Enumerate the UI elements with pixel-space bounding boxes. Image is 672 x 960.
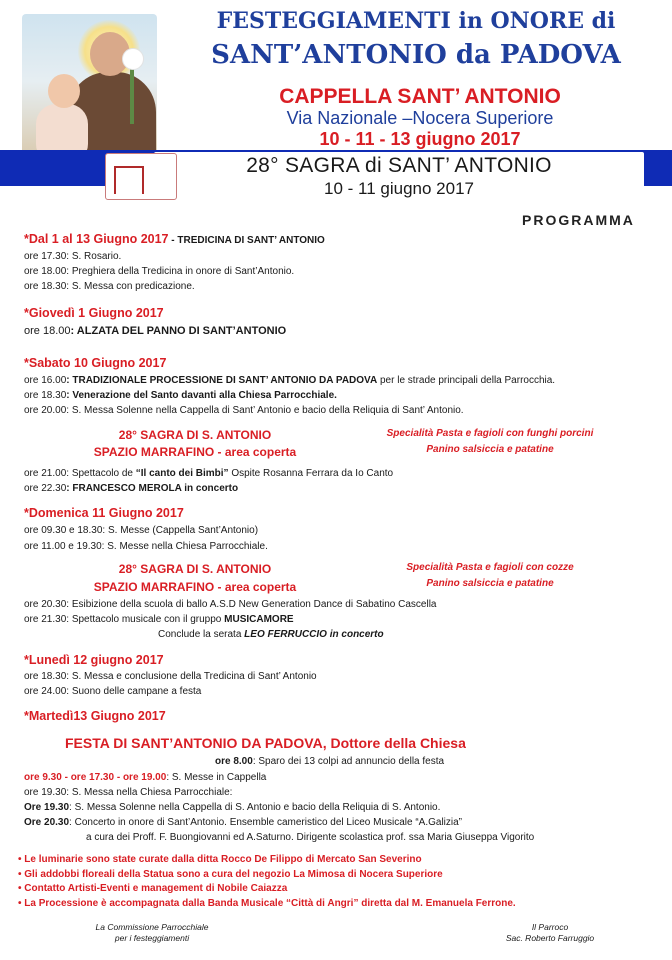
note-item: • Contatto Artisti-Eventi e management di Nobile Caiazza	[18, 883, 288, 894]
sagra-2-subtitle: SPAZIO MARRAFINO - area coperta	[93, 580, 297, 594]
list-item	[24, 467, 393, 480]
event-text: : Concerto in onore di Sant’Antonio. Ensemble cameristico del Liceo Musicale “A.Galizia”	[69, 817, 463, 828]
tredicina-label: - TREDICINA DI SANT’ ANTONIO	[168, 235, 325, 246]
title-line-1: FESTEGGIAMENTI in ONORE di	[216, 8, 616, 34]
time-label: ore 21.00	[24, 468, 67, 479]
time-label: ore 09.30 e 18.30	[24, 525, 103, 536]
time-label: Ore 20.30	[24, 817, 70, 828]
saint-image	[22, 14, 157, 164]
time-label: ore 9.30 - ore 17.30 - ore 19.00	[24, 772, 167, 783]
time-label: Ore 19.30	[24, 802, 70, 813]
event-text: : Preghiera della Tredicina in onore di Sant’Antonio.	[66, 266, 295, 277]
list-item	[24, 265, 294, 278]
time-label: ore 18.00	[24, 266, 67, 277]
sagra-title: 28° SAGRA di SANT’ ANTONIO	[246, 154, 552, 177]
note-item: • Le luminarie sono state curate dalla ditta Rocco De Filippo di Mercato San Severino	[18, 854, 422, 865]
list-item	[158, 628, 384, 641]
time-label: ore 19.30	[24, 787, 67, 798]
festa-title: FESTA DI SANT’ANTONIO DA PADOVA, Dottore della Chiesa	[65, 735, 466, 751]
event-text-bold: “Il canto dei Bimbi”	[135, 468, 229, 479]
event-text-bold: MUSICAMORE	[224, 614, 294, 625]
event-text: Ospite Rosanna Ferrara da Io Canto	[228, 468, 394, 479]
list-item	[24, 482, 238, 495]
section-heading-3: *Sabato 10 Giugno 2017	[24, 356, 167, 370]
event-text: : S. Messa nella Chiesa Parrocchiale:	[66, 787, 233, 798]
section-heading-5: *Lunedì 12 giugno 2017	[24, 653, 164, 667]
title-line-2: SANT’ANTONIO da PADOVA	[211, 40, 621, 70]
time-label: ore 21.30	[24, 614, 67, 625]
list-item	[24, 670, 317, 683]
event-text: : S. Messe in Cappella	[166, 772, 267, 783]
event-text: : S. Messe nella Chiesa Parrocchiale.	[101, 541, 268, 552]
list-item	[24, 816, 462, 829]
list-item	[24, 524, 258, 537]
time-label: ore 20.30	[24, 599, 67, 610]
parish-logo	[105, 153, 177, 200]
event-text: Conclude la serata	[158, 629, 245, 640]
list-item	[24, 389, 337, 402]
event-text: : S. Messa Solenne nella Cappella di S. Antonio e bacio della Reliquia di S. Antonio.	[69, 802, 441, 813]
list-item	[24, 374, 555, 387]
event-text-bold: : FRANCESCO MEROLA in concerto	[66, 483, 239, 494]
sagra-1-panino: Panino salsiccia e patatine	[426, 444, 554, 455]
signature-parroco	[480, 922, 620, 944]
sagra-1-subtitle: SPAZIO MARRAFINO - area coperta	[93, 445, 297, 459]
list-item	[24, 801, 440, 814]
event-text: : S. Rosario.	[66, 251, 122, 262]
signature-commission-line2: per i festeggiamenti	[114, 933, 190, 943]
event-text-bold: LEO FERRUCCIO in concerto	[244, 629, 384, 640]
section-heading-1	[24, 232, 325, 246]
sagra-2-panino: Panino salsiccia e patatine	[426, 578, 554, 589]
programma-label: PROGRAMMA	[522, 212, 635, 228]
list-item	[24, 613, 294, 626]
section-heading-6: *Martedì13 Giugno 2017	[24, 709, 166, 723]
event-text: : S. Messe (Cappella Sant’Antonio)	[102, 525, 259, 536]
time-label: ore 18.30	[24, 671, 67, 682]
time-label: ore 22.30	[24, 483, 67, 494]
event-text: : ALZATA DEL PANNO DI SANT’ANTONIO	[70, 325, 287, 337]
list-item	[24, 771, 266, 784]
address: Via Nazionale –Nocera Superiore	[286, 108, 554, 128]
time-label: ore 11.00 e 19.30	[24, 541, 102, 552]
event-text: per le strade principali della Parrocchia.	[377, 375, 556, 386]
event-text: : S. Messa Solenne nella Cappella di Sant’ Antonio e bacio della Reliquia di Sant’ Antonio.	[66, 405, 464, 416]
time-label: ore 18.30	[24, 281, 67, 292]
time-label: ore 20.00	[24, 405, 67, 416]
list-item	[215, 755, 444, 768]
signature-commission-line1: La Commissione Parrocchiale	[95, 922, 209, 932]
event-text: : Spettacolo de	[66, 468, 136, 479]
chapel-name: CAPPELLA SANT’ ANTONIO	[279, 85, 561, 108]
list-item	[24, 250, 121, 263]
time-label: ore 18.30	[24, 390, 67, 401]
lily-flower-icon	[122, 48, 144, 70]
child-head-shape	[48, 74, 80, 108]
list-item	[24, 540, 268, 553]
festival-dates: 10 - 11 - 13 giugno 2017	[319, 129, 521, 149]
event-text: : S. Messa con predicazione.	[66, 281, 195, 292]
time-label: ore 8.00	[215, 756, 253, 767]
time-label: ore 18.00	[24, 325, 71, 337]
sagra-1-specialty: Specialità Pasta e fagioli con funghi porcini	[386, 428, 594, 439]
time-label: ore 16.00	[24, 375, 67, 386]
note-item: • Gli addobbi floreali della Statua sono a cura del negozio La Mimosa di Nocera Superiore	[18, 868, 443, 880]
time-label: ore 17.30	[24, 251, 67, 262]
church-icon	[114, 166, 144, 194]
event-text: : S. Messa e conclusione della Tredicina di Sant’ Antonio	[66, 671, 317, 682]
list-item	[24, 404, 464, 417]
event-text: : Spettacolo musicale con il gruppo	[66, 614, 225, 625]
list-item	[24, 786, 232, 799]
event-text-bold: : TRADIZIONALE PROCESSIONE DI SANT’ ANTONIO DA PADOVA	[66, 375, 378, 386]
signature-parroco-line1: Il Parroco	[531, 922, 569, 932]
event-text: a cura dei Proff. F. Buongiovanni ed A.Saturno. Dirigente scolastica prof. ssa Maria Giuseppa Vigorito	[86, 832, 535, 843]
event-text: : Suono delle campane a festa	[66, 686, 202, 697]
list-item	[24, 280, 195, 293]
section-heading-2: *Giovedì 1 Giugno 2017	[24, 306, 164, 320]
list-item	[86, 831, 534, 844]
sagra-dates: 10 - 11 giugno 2017	[324, 179, 474, 198]
sagra-1-title: 28° SAGRA DI S. ANTONIO	[118, 428, 272, 442]
signature-parroco-line2: Sac. Roberto Farruggio	[505, 933, 595, 943]
sagra-2-specialty: Specialità Pasta e fagioli con cozze	[406, 562, 574, 573]
section-heading-1-text: *Dal 1 al 13 Giugno 2017	[24, 232, 169, 246]
signature-commission	[72, 922, 232, 944]
event-text-bold: : Venerazione del Santo davanti alla Chiesa Parrocchiale.	[66, 390, 337, 401]
time-label: ore 24.00	[24, 686, 67, 697]
list-item	[24, 685, 201, 698]
sagra-2-title: 28° SAGRA DI S. ANTONIO	[118, 562, 272, 576]
section-heading-4: *Domenica 11 Giugno 2017	[24, 506, 184, 520]
notes-list	[18, 853, 516, 911]
list-item	[24, 325, 286, 338]
event-text: : Esibizione della scuola di ballo A.S.D New Generation Dance di Sabatino Cascella	[66, 599, 437, 610]
list-item	[24, 598, 436, 611]
note-item: • La Processione è accompagnata dalla Banda Musicale “Città di Angri” diretta dal M. Emanuela Ferrone.	[18, 897, 516, 909]
event-text: : Sparo dei 13 colpi ad annuncio della festa	[252, 756, 445, 767]
